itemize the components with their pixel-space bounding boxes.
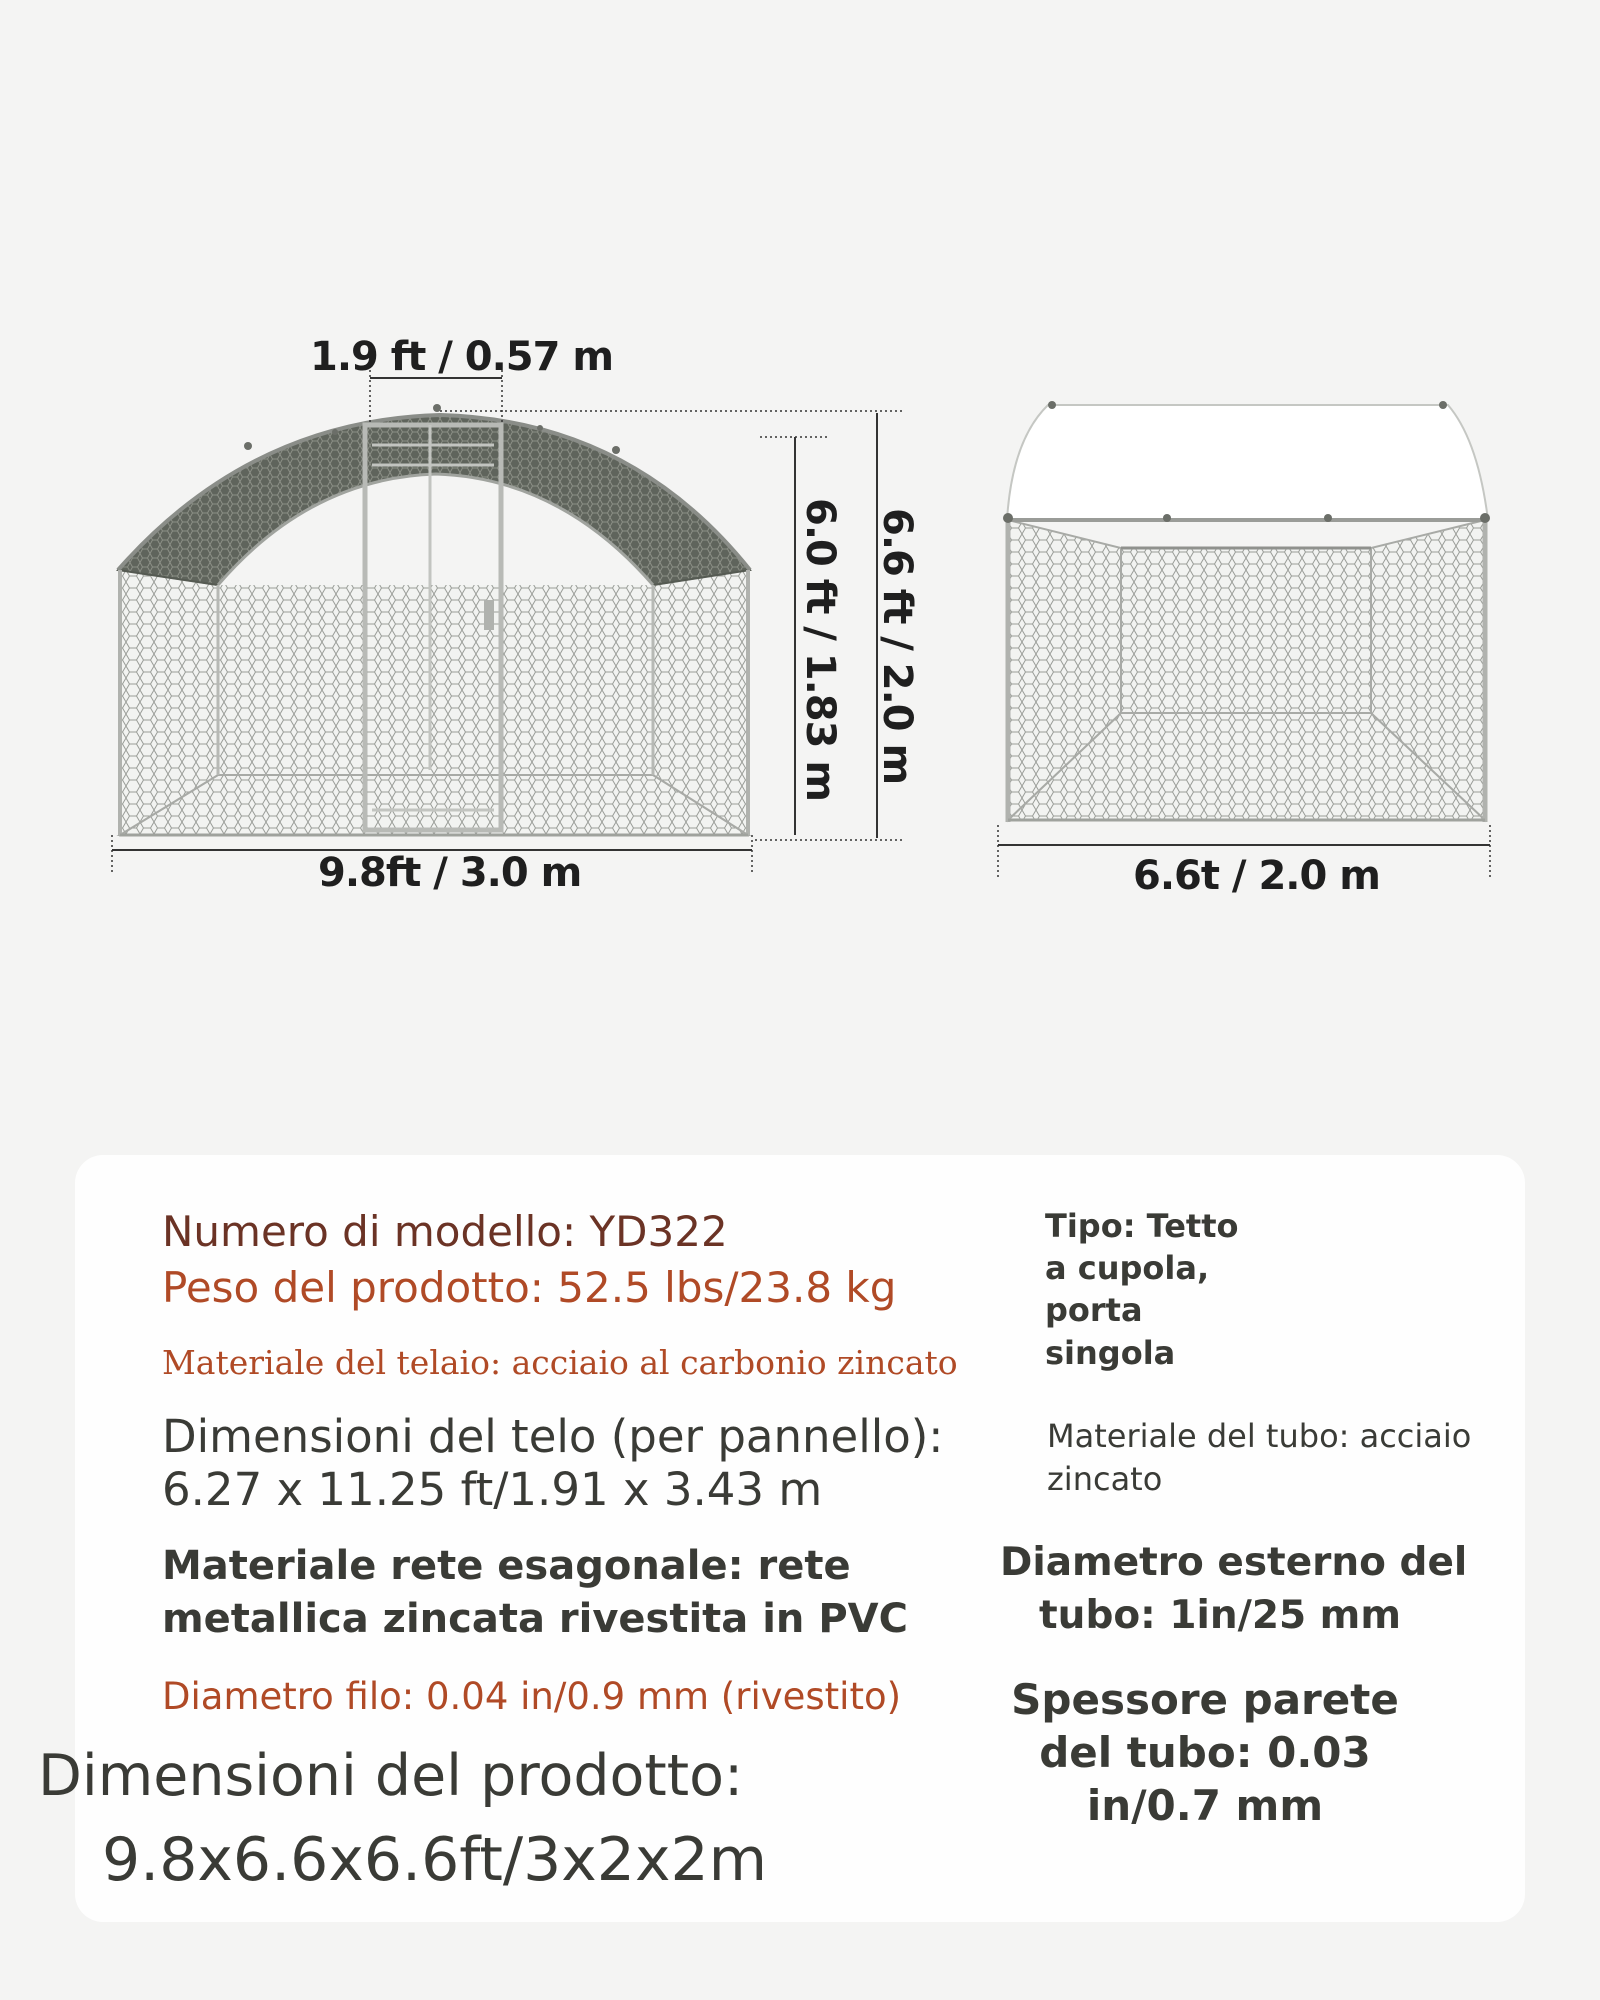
type-line4: singola [1045,1334,1176,1372]
mesh-material-line1: Materiale rete esagonale: rete [162,1543,851,1589]
type-line2: a cupola, [1045,1249,1210,1287]
type-line1: Tipo: Tetto [1045,1207,1239,1245]
tube-diameter-line1: Diametro esterno del [1000,1540,1468,1585]
model-number: Numero di modello: YD322 [162,1207,728,1256]
frame-material: Materiale del telaio: acciaio al carbonio zincato [162,1343,958,1382]
side-coop [1003,401,1490,822]
tube-material-line2: zincato [1047,1460,1163,1498]
wall-thickness-line1: Spessore parete [1011,1675,1399,1724]
product-weight: Peso del prodotto: 52.5 lbs/23.8 kg [162,1263,897,1312]
mesh-material-line2: metallica zincata rivestita in PVC [162,1596,908,1642]
side-width-label: 6.6t / 2.0 m [1133,853,1380,899]
type-line3: porta [1045,1291,1143,1329]
wire-diameter: Diametro filo: 0.04 in/0.9 mm (rivestito) [162,1675,902,1718]
product-dimensions-line2: 9.8x6.6x6.6ft/3x2x2m [102,1825,768,1895]
product-dimensions-line1: Dimensioni del prodotto: [38,1743,744,1809]
tube-material-line1: Materiale del tubo: acciaio [1047,1417,1472,1455]
wall-thickness-line3: in/0.7 mm [1086,1781,1324,1830]
wall-thickness-line2: del tubo: 0.03 [1039,1728,1371,1777]
length-label: 9.8ft / 3.0 m [318,850,582,896]
cover-dimensions-line1: Dimensioni del telo (per pannello): [162,1410,944,1463]
door-width-label: 1.9 ft / 0.57 m [310,334,614,380]
total-height-label: 6.6 ft / 2.0 m [874,508,920,785]
tube-diameter-line2: tubo: 1in/25 mm [1039,1593,1401,1638]
dome-coop-front [118,404,750,835]
wall-height-label: 6.0 ft / 1.83 m [797,498,843,802]
cover-dimensions-line2: 6.27 x 11.25 ft/1.91 x 3.43 m [162,1463,823,1516]
spec-card [38,1155,1525,1922]
